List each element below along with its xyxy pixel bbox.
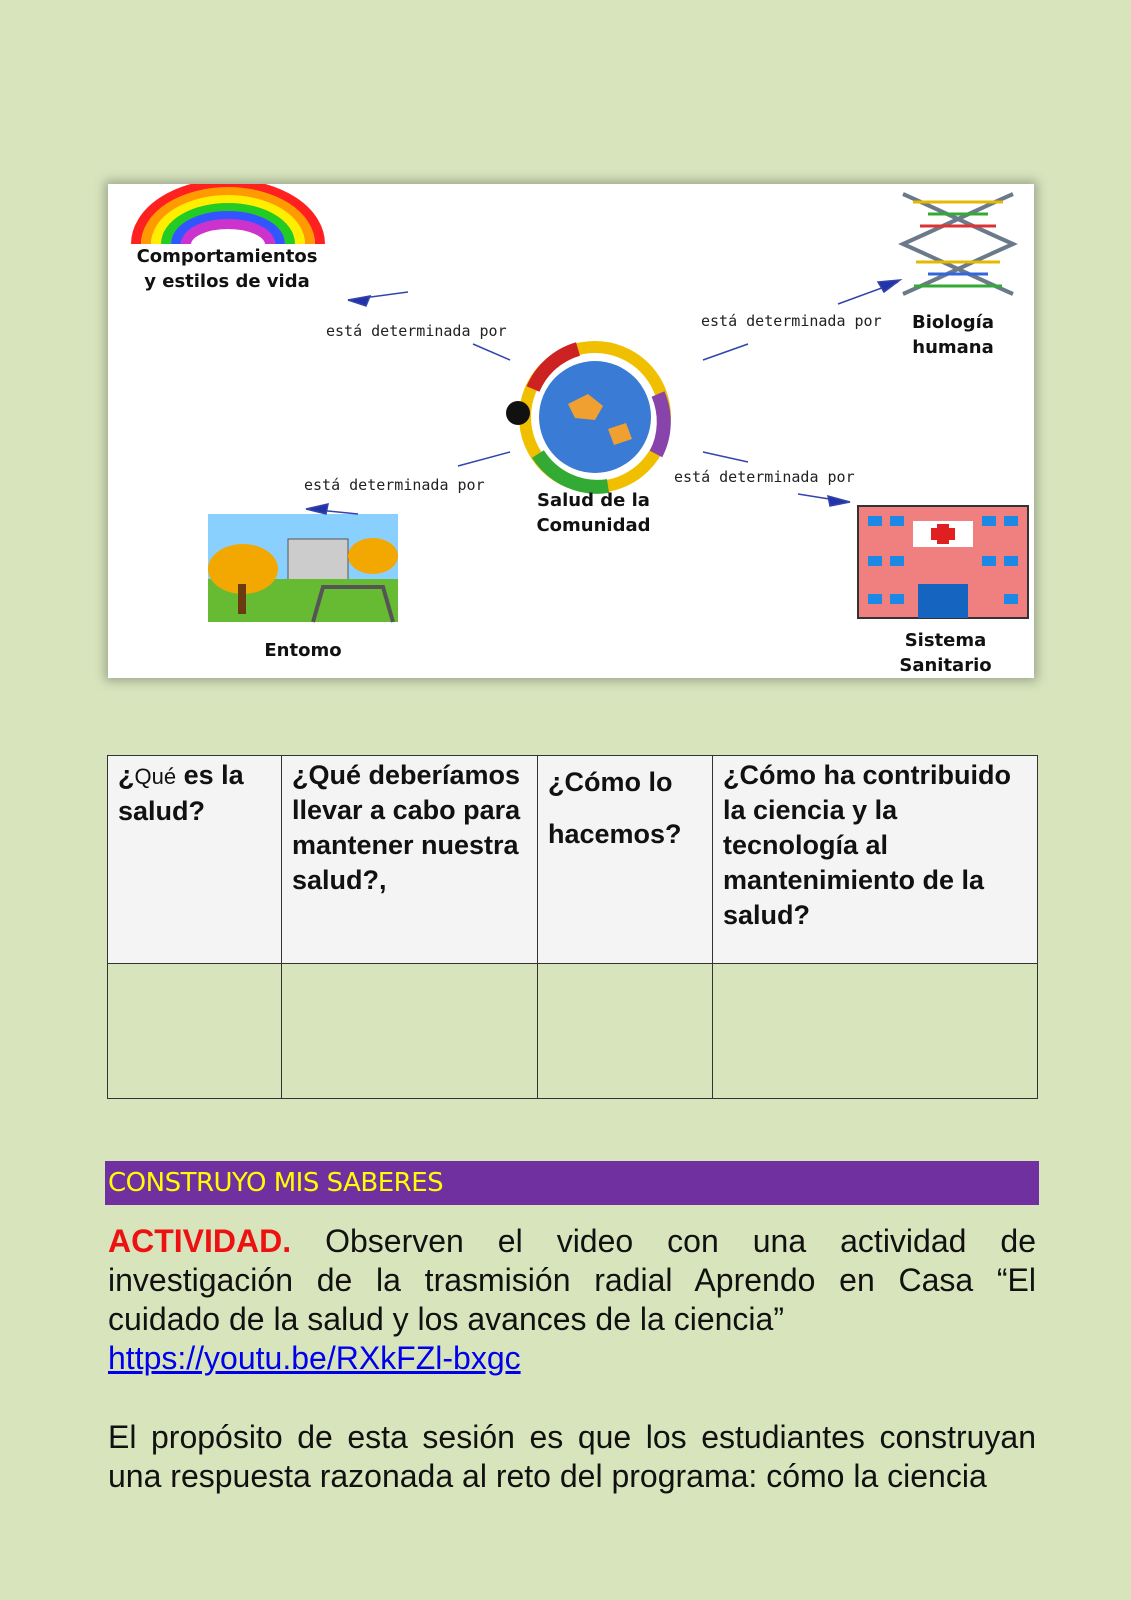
dna-helix-icon [903, 194, 1013, 294]
table-header-cell: ¿Qué deberíamos llevar a cabo para mantener nuestra salud?, [282, 756, 538, 964]
answer-cell[interactable] [108, 964, 282, 1099]
activity-label: ACTIVIDAD. [108, 1223, 292, 1259]
health-determinants-diagram [108, 184, 1034, 678]
health-system-label-line2: Sanitario [899, 655, 992, 676]
questions-table [107, 755, 1038, 1099]
section-banner: CONSTRUYO MIS SABERES [105, 1161, 1039, 1205]
answer-cell[interactable] [282, 964, 538, 1099]
connector-label-behaviors: está determinada por [326, 322, 507, 340]
table-answer-row [108, 964, 1038, 1099]
connector-label-health-system: está determinada por [674, 468, 855, 486]
header-text: es la salud? [118, 760, 244, 826]
health-system-label-line1: Sistema [904, 630, 987, 651]
hospital-icon [858, 506, 1028, 618]
biology-label [888, 310, 1018, 360]
connector-label-biology: está determinada por [701, 312, 882, 330]
center-label-line2: Comunidad [536, 515, 651, 536]
rainbow-icon [136, 184, 320, 244]
header-small-text: Qué [134, 764, 177, 789]
connector-label-environment: está determinada por [304, 476, 485, 494]
video-link[interactable]: https://youtu.be/RXkFZl-bxgc [108, 1340, 521, 1376]
community-globe-icon [506, 347, 665, 487]
table-header-cell: ¿Cómo lo hacemos? [538, 756, 713, 964]
environment-label: Entomo [264, 640, 342, 661]
behaviors-label-line1: Comportamientos [136, 246, 318, 267]
behaviors-label-line2: y estilos de vida [144, 271, 310, 292]
table-header-cell: ¿Qué es la salud? [108, 756, 282, 964]
answer-cell[interactable] [713, 964, 1038, 1099]
health-system-label [863, 628, 1028, 678]
answer-cell[interactable] [538, 964, 713, 1099]
center-label [506, 488, 681, 538]
center-label-line1: Salud de la [537, 490, 650, 511]
biology-label-line1: Biología [912, 312, 994, 333]
activity-paragraph [108, 1222, 1036, 1378]
behaviors-label [112, 244, 342, 294]
activity-text: Observen el video con una actividad de investigación de la trasmisión radial Aprendo en Casa “El cuidado de la salud y los avances de la ciencia” [108, 1223, 1036, 1337]
biology-label-line2: humana [912, 337, 994, 358]
table-header-cell: ¿Cómo ha contribuido la ciencia y la tecnología al mantenimiento de la salud? [713, 756, 1038, 964]
purpose-paragraph: El propósito de esta sesión es que los estudiantes construyan una respuesta razonada al reto del programa: cómo la ciencia [108, 1419, 1036, 1494]
park-environment-icon [208, 514, 398, 622]
table-header-row [108, 756, 1038, 964]
